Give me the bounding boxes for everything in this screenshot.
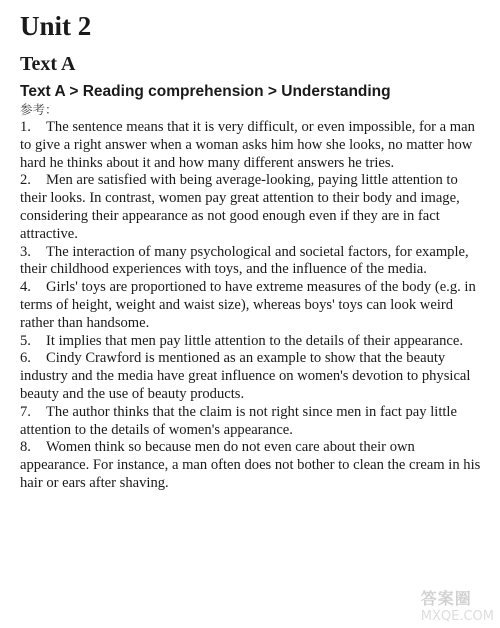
answer-text: The interaction of many psychological and societal factors, for example, their childhood experiences with toys, and the influence of the media. xyxy=(20,243,469,278)
answer-text: Men are satisfied with being average-looking, paying little attention to their looks. In contrast, women pay great attention to their body and image, considering their appearance as not good enough even if they are in fact attractive. xyxy=(20,172,460,242)
answer-number: 7. xyxy=(20,403,31,420)
answer-text: The sentence means that it is very difficult, or even impossible, for a man to give a right answer when a woman asks him how she looks, no matter how hard he thinks about it and how many different answers he tries. xyxy=(20,119,475,171)
answer-item xyxy=(20,350,482,403)
answer-number: 3. xyxy=(20,243,31,260)
answer-item xyxy=(20,172,482,243)
answer-item xyxy=(20,333,482,351)
answer-number: 8. xyxy=(20,439,31,456)
answer-number: 1. xyxy=(20,119,31,135)
answer-item xyxy=(20,279,482,332)
answer-item xyxy=(20,244,482,280)
answer-text: It implies that men pay little attention to the details of their appearance. xyxy=(46,332,463,349)
answer-number: 2. xyxy=(20,172,31,189)
text-title: Text A xyxy=(20,53,76,75)
unit-title: Unit 2 xyxy=(20,11,92,41)
answer-text: Girls' toys are proportioned to have extreme measures of the body (e.g. in terms of height, weight and waist size), whereas boys' toys can look weird rather than handsome. xyxy=(20,279,476,331)
answer-text: The author thinks that the claim is not right since men in fact pay little attention to the details of women's appearance. xyxy=(20,403,457,438)
answer-item xyxy=(20,439,482,492)
answer-item xyxy=(20,119,482,172)
answer-text: Cindy Crawford is mentioned as an example to show that the beauty industry and the media have great influence on women's devotion to physical beauty and the use of beauty products. xyxy=(20,350,471,402)
watermark-site: MXQE.COM xyxy=(420,609,494,624)
watermark-logo-text: 答案圈 xyxy=(420,589,472,608)
document-page xyxy=(20,10,482,493)
answer-number: 6. xyxy=(20,350,31,367)
answer-text: Women think so because men do not even care about their own appearance. For instance, a man often does not bother to clean the cream in his hair or ears after shaving. xyxy=(20,439,481,491)
answer-item xyxy=(20,404,482,440)
answer-list xyxy=(20,119,482,493)
answer-number: 4. xyxy=(20,279,31,296)
breadcrumb: Text A > Reading comprehension > Understanding xyxy=(20,83,391,100)
answer-number: 5. xyxy=(20,332,31,349)
watermark-logo xyxy=(421,586,494,624)
reference-label: 参考： xyxy=(20,102,58,117)
